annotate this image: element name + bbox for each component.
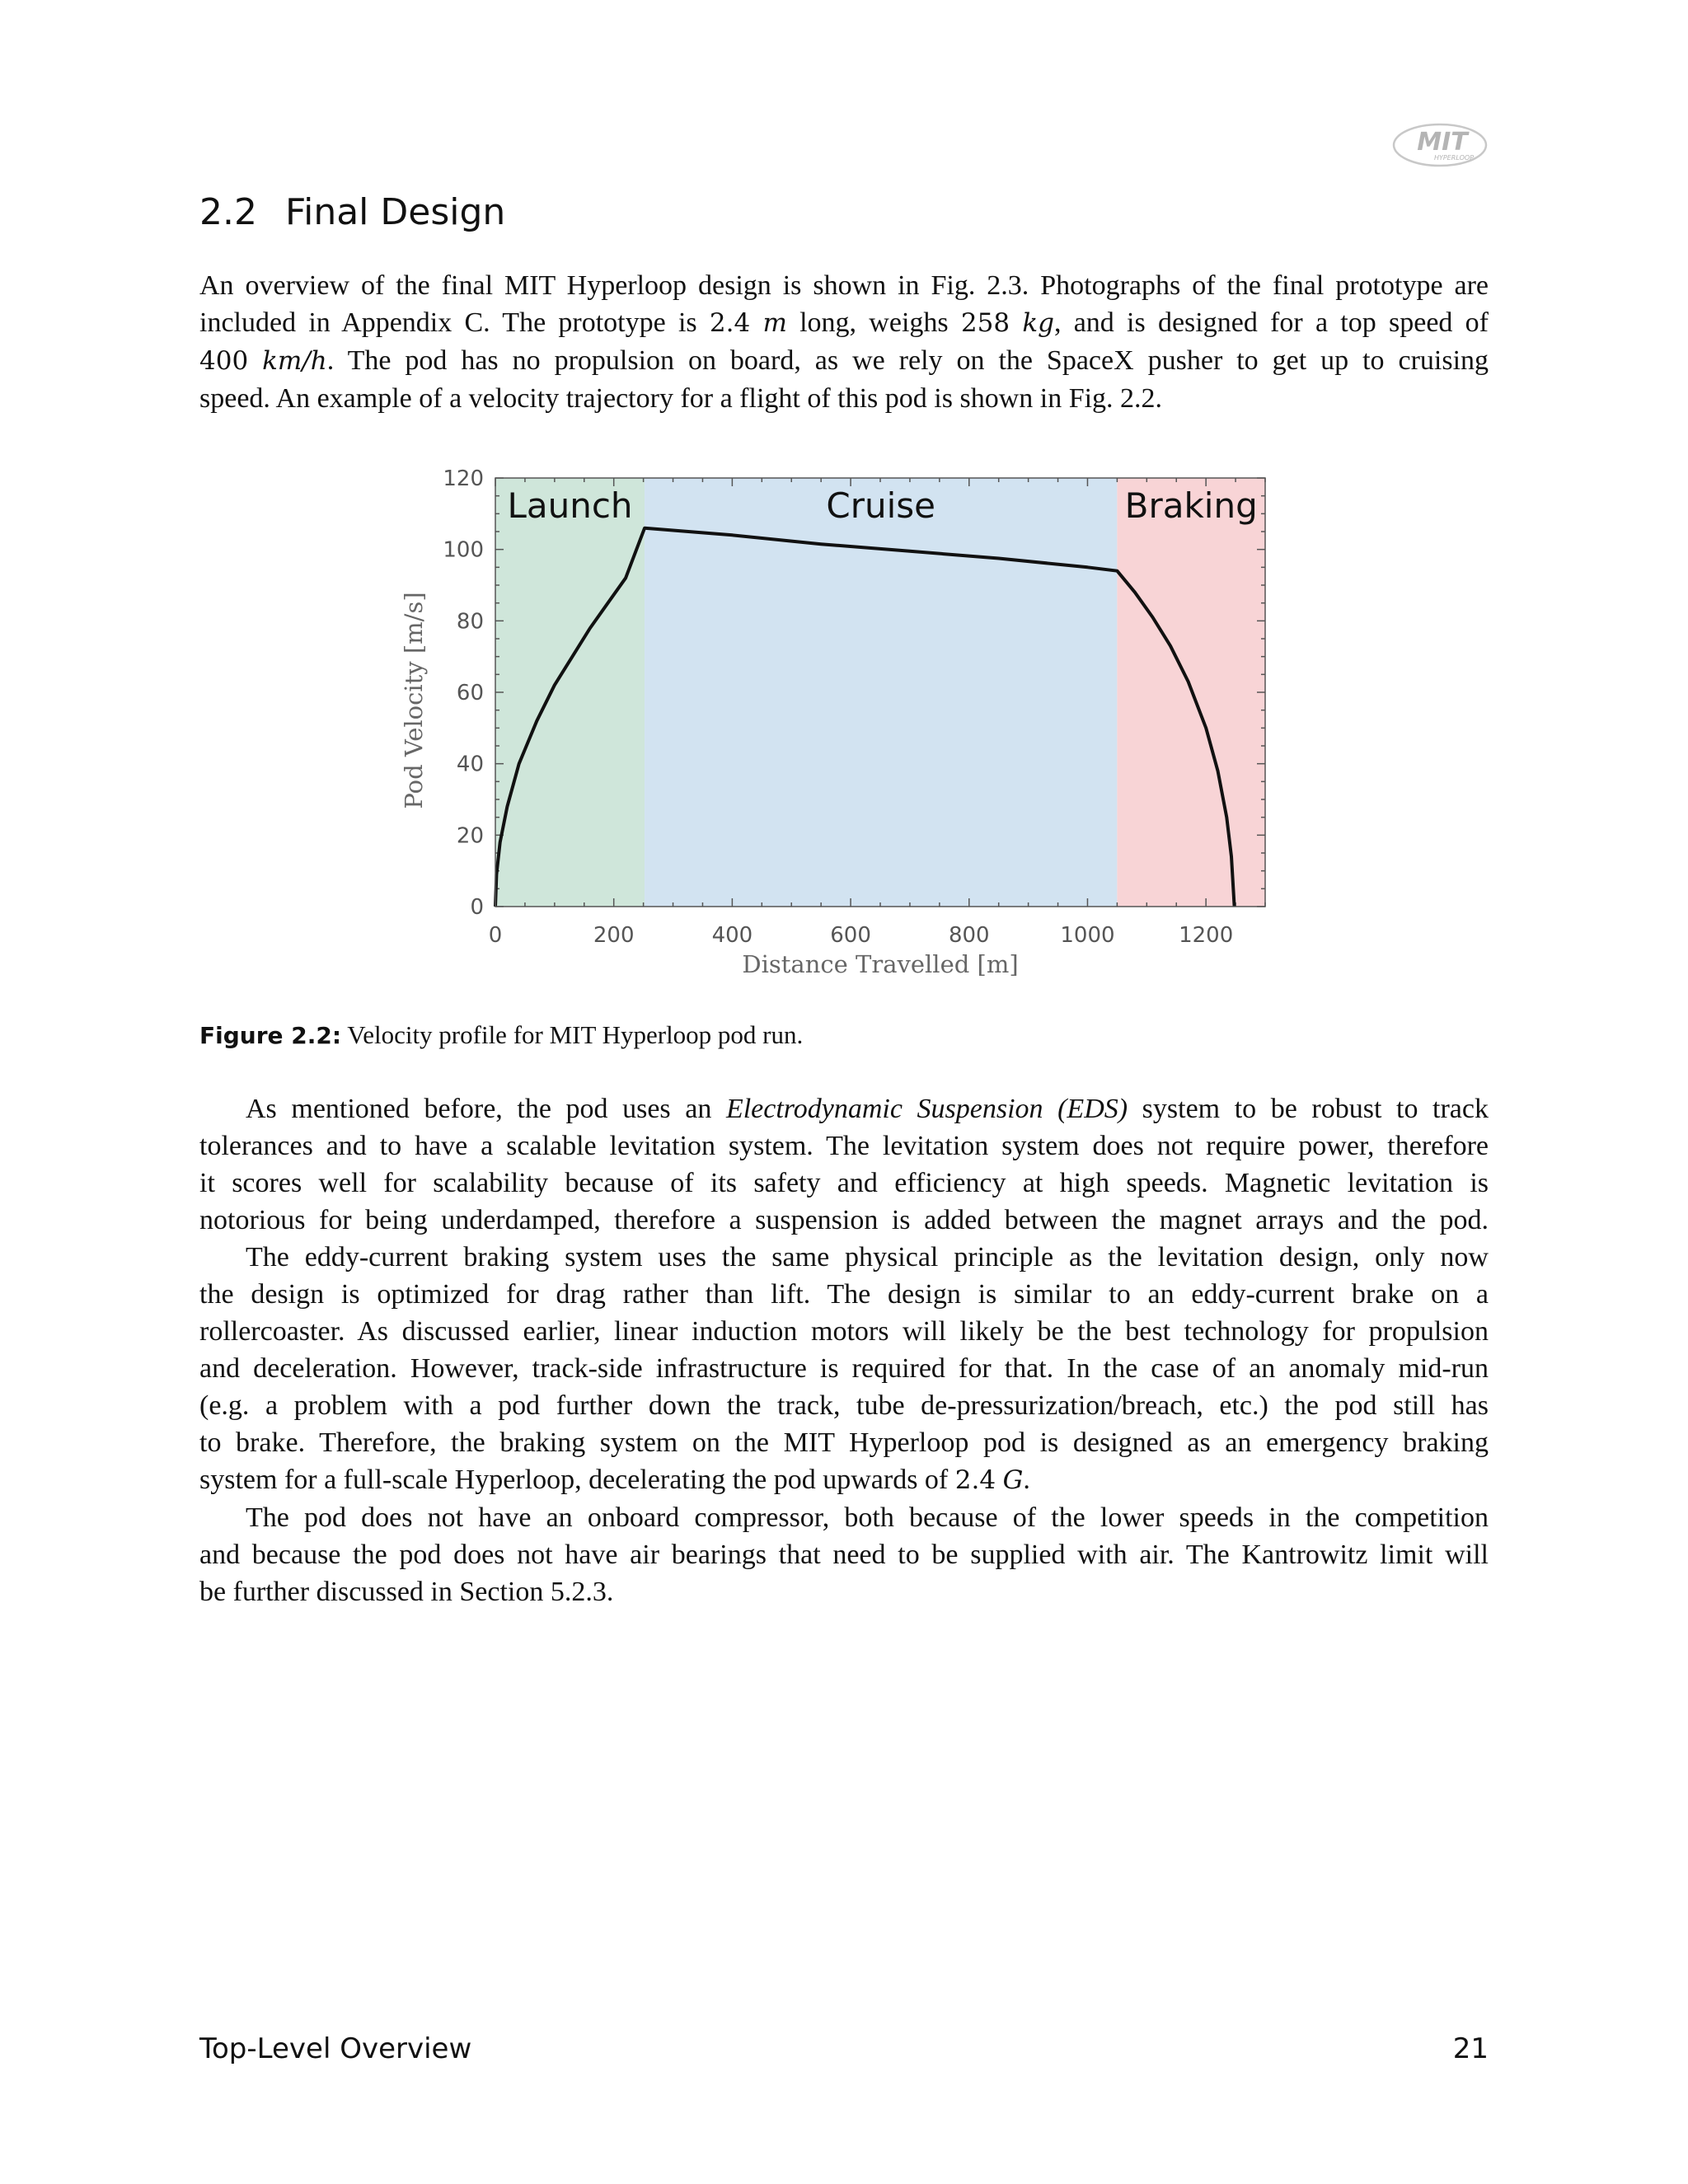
text-line: 400 km/h. The pod has no propulsion on board, as we rely on the SpaceX pusher to get up to cruising [199, 345, 1489, 376]
y-axis-label: Pod Velocity [m/s] [400, 592, 428, 809]
figure-caption-text: Velocity profile for MIT Hyperloop pod run. [347, 1020, 804, 1049]
text-line: rollercoaster. As discussed earlier, linear induction motors will likely be the best technology for propulsion [199, 1316, 1489, 1347]
section-number: 2.2 [199, 191, 257, 233]
text-line: it scores well for scalability because of its safety and efficiency at high speeds. Magnetic levitation is [199, 1168, 1489, 1198]
region-label-cruise: Cruise [826, 485, 936, 526]
logo-subtext: HYPERLOOP [1434, 154, 1474, 162]
footer-chapter-title: Top-Level Overview [199, 2032, 472, 2065]
text-line: included in Appendix C. The prototype is 2.4 m long, weighs 258 kg, and is designed for a top speed of [199, 307, 1489, 338]
intro-paragraph [199, 267, 1489, 417]
y-tick-label: 40 [456, 752, 484, 777]
mit-hyperloop-logo [1391, 120, 1489, 170]
x-tick-label: 0 [488, 923, 503, 948]
region-label-launch: Launch [507, 485, 633, 526]
region-launch [495, 478, 645, 907]
text-line: An overview of the final MIT Hyperloop design is shown in Fig. 2.3. Photographs of the final prototype are [199, 270, 1489, 301]
text-line: be further discussed in Section 5.2.3. [199, 1577, 614, 1607]
text-line: The eddy-current braking system uses the same physical principle as the levitation design, only now [246, 1242, 1489, 1272]
x-axis-label: Distance Travelled [m] [742, 950, 1019, 978]
x-tick-label: 1200 [1179, 923, 1234, 948]
text-line: the design is optimized for drag rather than lift. The design is similar to an eddy-current brake on a [199, 1279, 1489, 1310]
text-line: speed. An example of a velocity trajectory for a flight of this pod is shown in Fig. 2.2. [199, 383, 1163, 414]
figure-label: Figure 2.2: [199, 1022, 342, 1049]
velocity-profile-chart [387, 462, 1302, 989]
text-line: system for a full-scale Hyperloop, decelerating the pod upwards of 2.4 G. [199, 1465, 1030, 1495]
x-tick-label: 1000 [1060, 923, 1115, 948]
y-tick-label: 20 [456, 823, 484, 849]
body-text [199, 1090, 1489, 1610]
y-tick-label: 120 [443, 466, 484, 491]
x-tick-label: 600 [830, 923, 871, 948]
region-label-braking: Braking [1124, 485, 1258, 526]
text-line: and deceleration. However, track-side infrastructure is required for that. In the case of an anomaly mid-run [199, 1353, 1489, 1384]
region-cruise [645, 478, 1117, 907]
text-line: (e.g. a problem with a pod further down the track, tube de-pressurization/breach, etc.) the pod still has [199, 1390, 1489, 1421]
section-title: Final Design [285, 191, 506, 233]
x-tick-label: 400 [711, 923, 753, 948]
text-line: to brake. Therefore, the braking system on the MIT Hyperloop pod is designed as an emergency braking [199, 1427, 1489, 1458]
x-tick-label: 200 [593, 923, 635, 948]
logo-text: MIT [1417, 128, 1468, 157]
text-line: As mentioned before, the pod uses an Electrodynamic Suspension (EDS) system to be robust to track [246, 1094, 1489, 1124]
y-tick-label: 100 [443, 537, 484, 563]
y-tick-label: 60 [456, 681, 484, 705]
section-heading [199, 191, 505, 233]
text-line: tolerances and to have a scalable levitation system. The levitation system does not require power, therefore [199, 1131, 1489, 1161]
figure-caption [199, 1020, 803, 1050]
text-line: The pod does not have an onboard compressor, both because of the lower speeds in the competition [246, 1502, 1489, 1533]
page-number: 21 [1452, 2032, 1489, 2065]
y-tick-label: 0 [470, 895, 484, 920]
y-tick-label: 80 [456, 609, 484, 635]
text-line: notorious for being underdamped, therefore a suspension is added between the magnet arrays and the pod. [199, 1205, 1489, 1235]
x-tick-label: 800 [948, 923, 990, 948]
text-line: and because the pod does not have air bearings that need to be supplied with air. The Kantrowitz limit will [199, 1540, 1489, 1570]
